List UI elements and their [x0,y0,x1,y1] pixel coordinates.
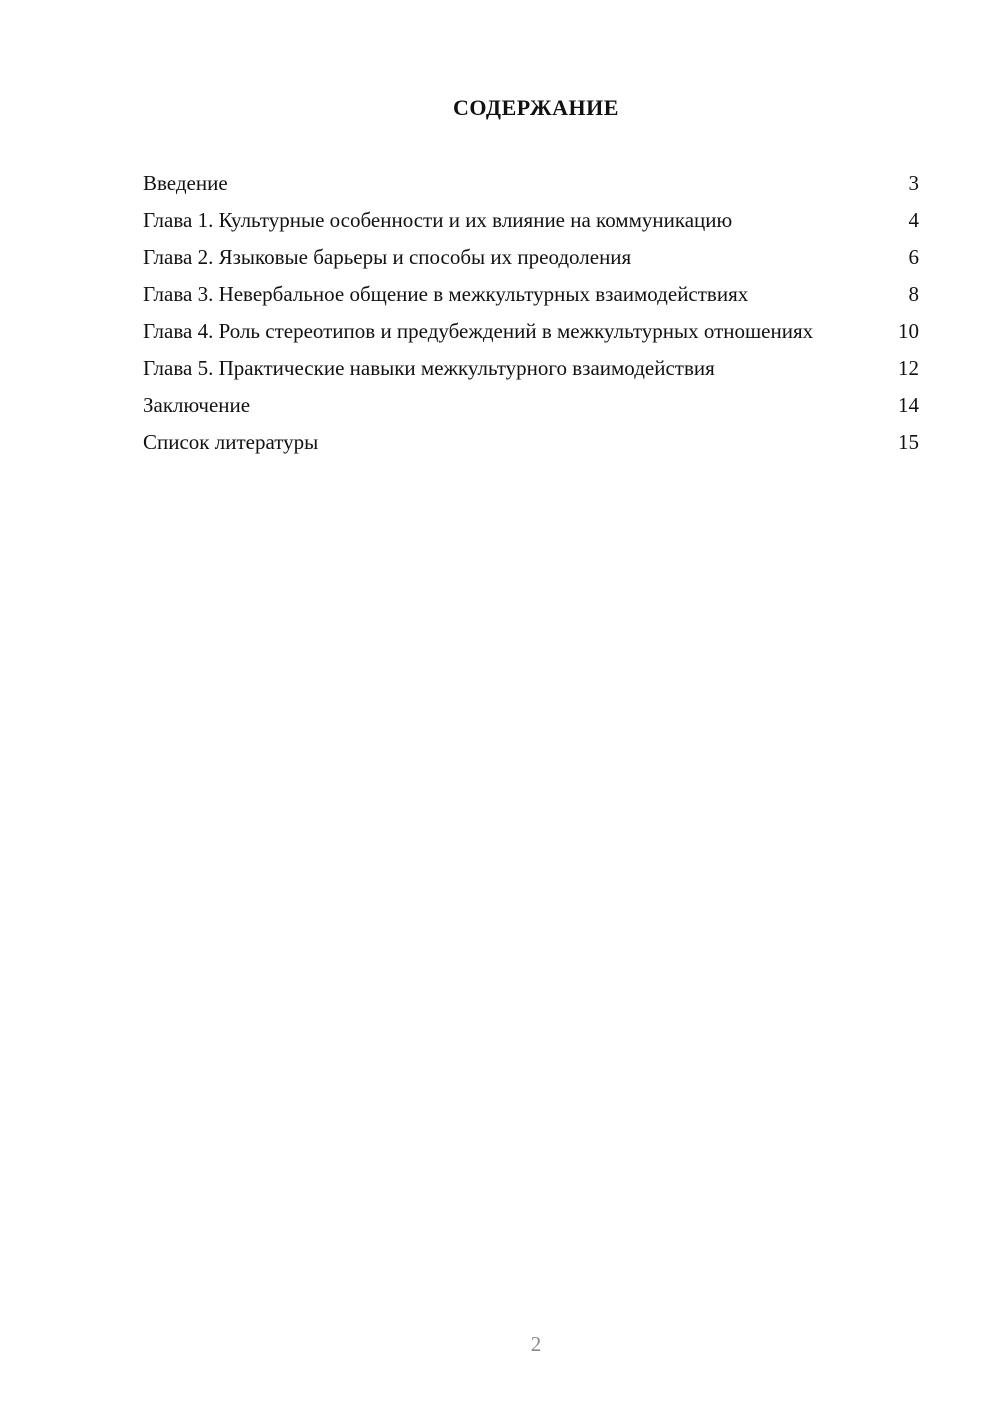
toc-entry-chapter-1 [143,207,919,234]
page-title: СОДЕРЖАНИЕ [453,95,619,120]
toc-entry-chapter-5 [143,355,919,382]
toc-entry-chapter-2 [143,244,919,271]
toc-entry-page: 3 [908,171,919,195]
toc-entry-page: 10 [898,319,919,343]
toc-entry-page: 12 [898,356,919,380]
page-number: 2 [530,1332,542,1356]
toc-entry-page: 8 [908,282,919,306]
toc-entry-title: Введение [143,171,228,195]
toc-entry-page: 4 [908,208,919,232]
toc-entry-title: Глава 2. Языковые барьеры и способы их преодоления [143,245,632,269]
toc-entry-introduction [143,170,919,197]
toc-entry-chapter-3 [143,281,919,308]
toc-entry-page: 15 [898,430,919,454]
toc-entry-page: 6 [908,245,919,269]
toc-entry-conclusion [143,392,919,419]
toc-entry-title: Глава 4. Роль стереотипов и предубеждений в межкультурных отношениях [143,319,814,343]
toc-entry-title: Глава 5. Практические навыки межкультурного взаимодействия [143,356,715,380]
toc-entry-bibliography [143,429,919,456]
table-of-contents [143,170,919,466]
toc-entry-title: Заключение [143,393,251,417]
toc-entry-title: Глава 3. Невербальное общение в межкультурных взаимодействиях [143,282,749,306]
toc-entry-title: Список литературы [143,430,319,454]
toc-entry-title: Глава 1. Культурные особенности и их влияние на коммуникацию [143,208,733,232]
toc-entry-page: 14 [898,393,919,417]
toc-entry-chapter-4 [143,318,919,345]
